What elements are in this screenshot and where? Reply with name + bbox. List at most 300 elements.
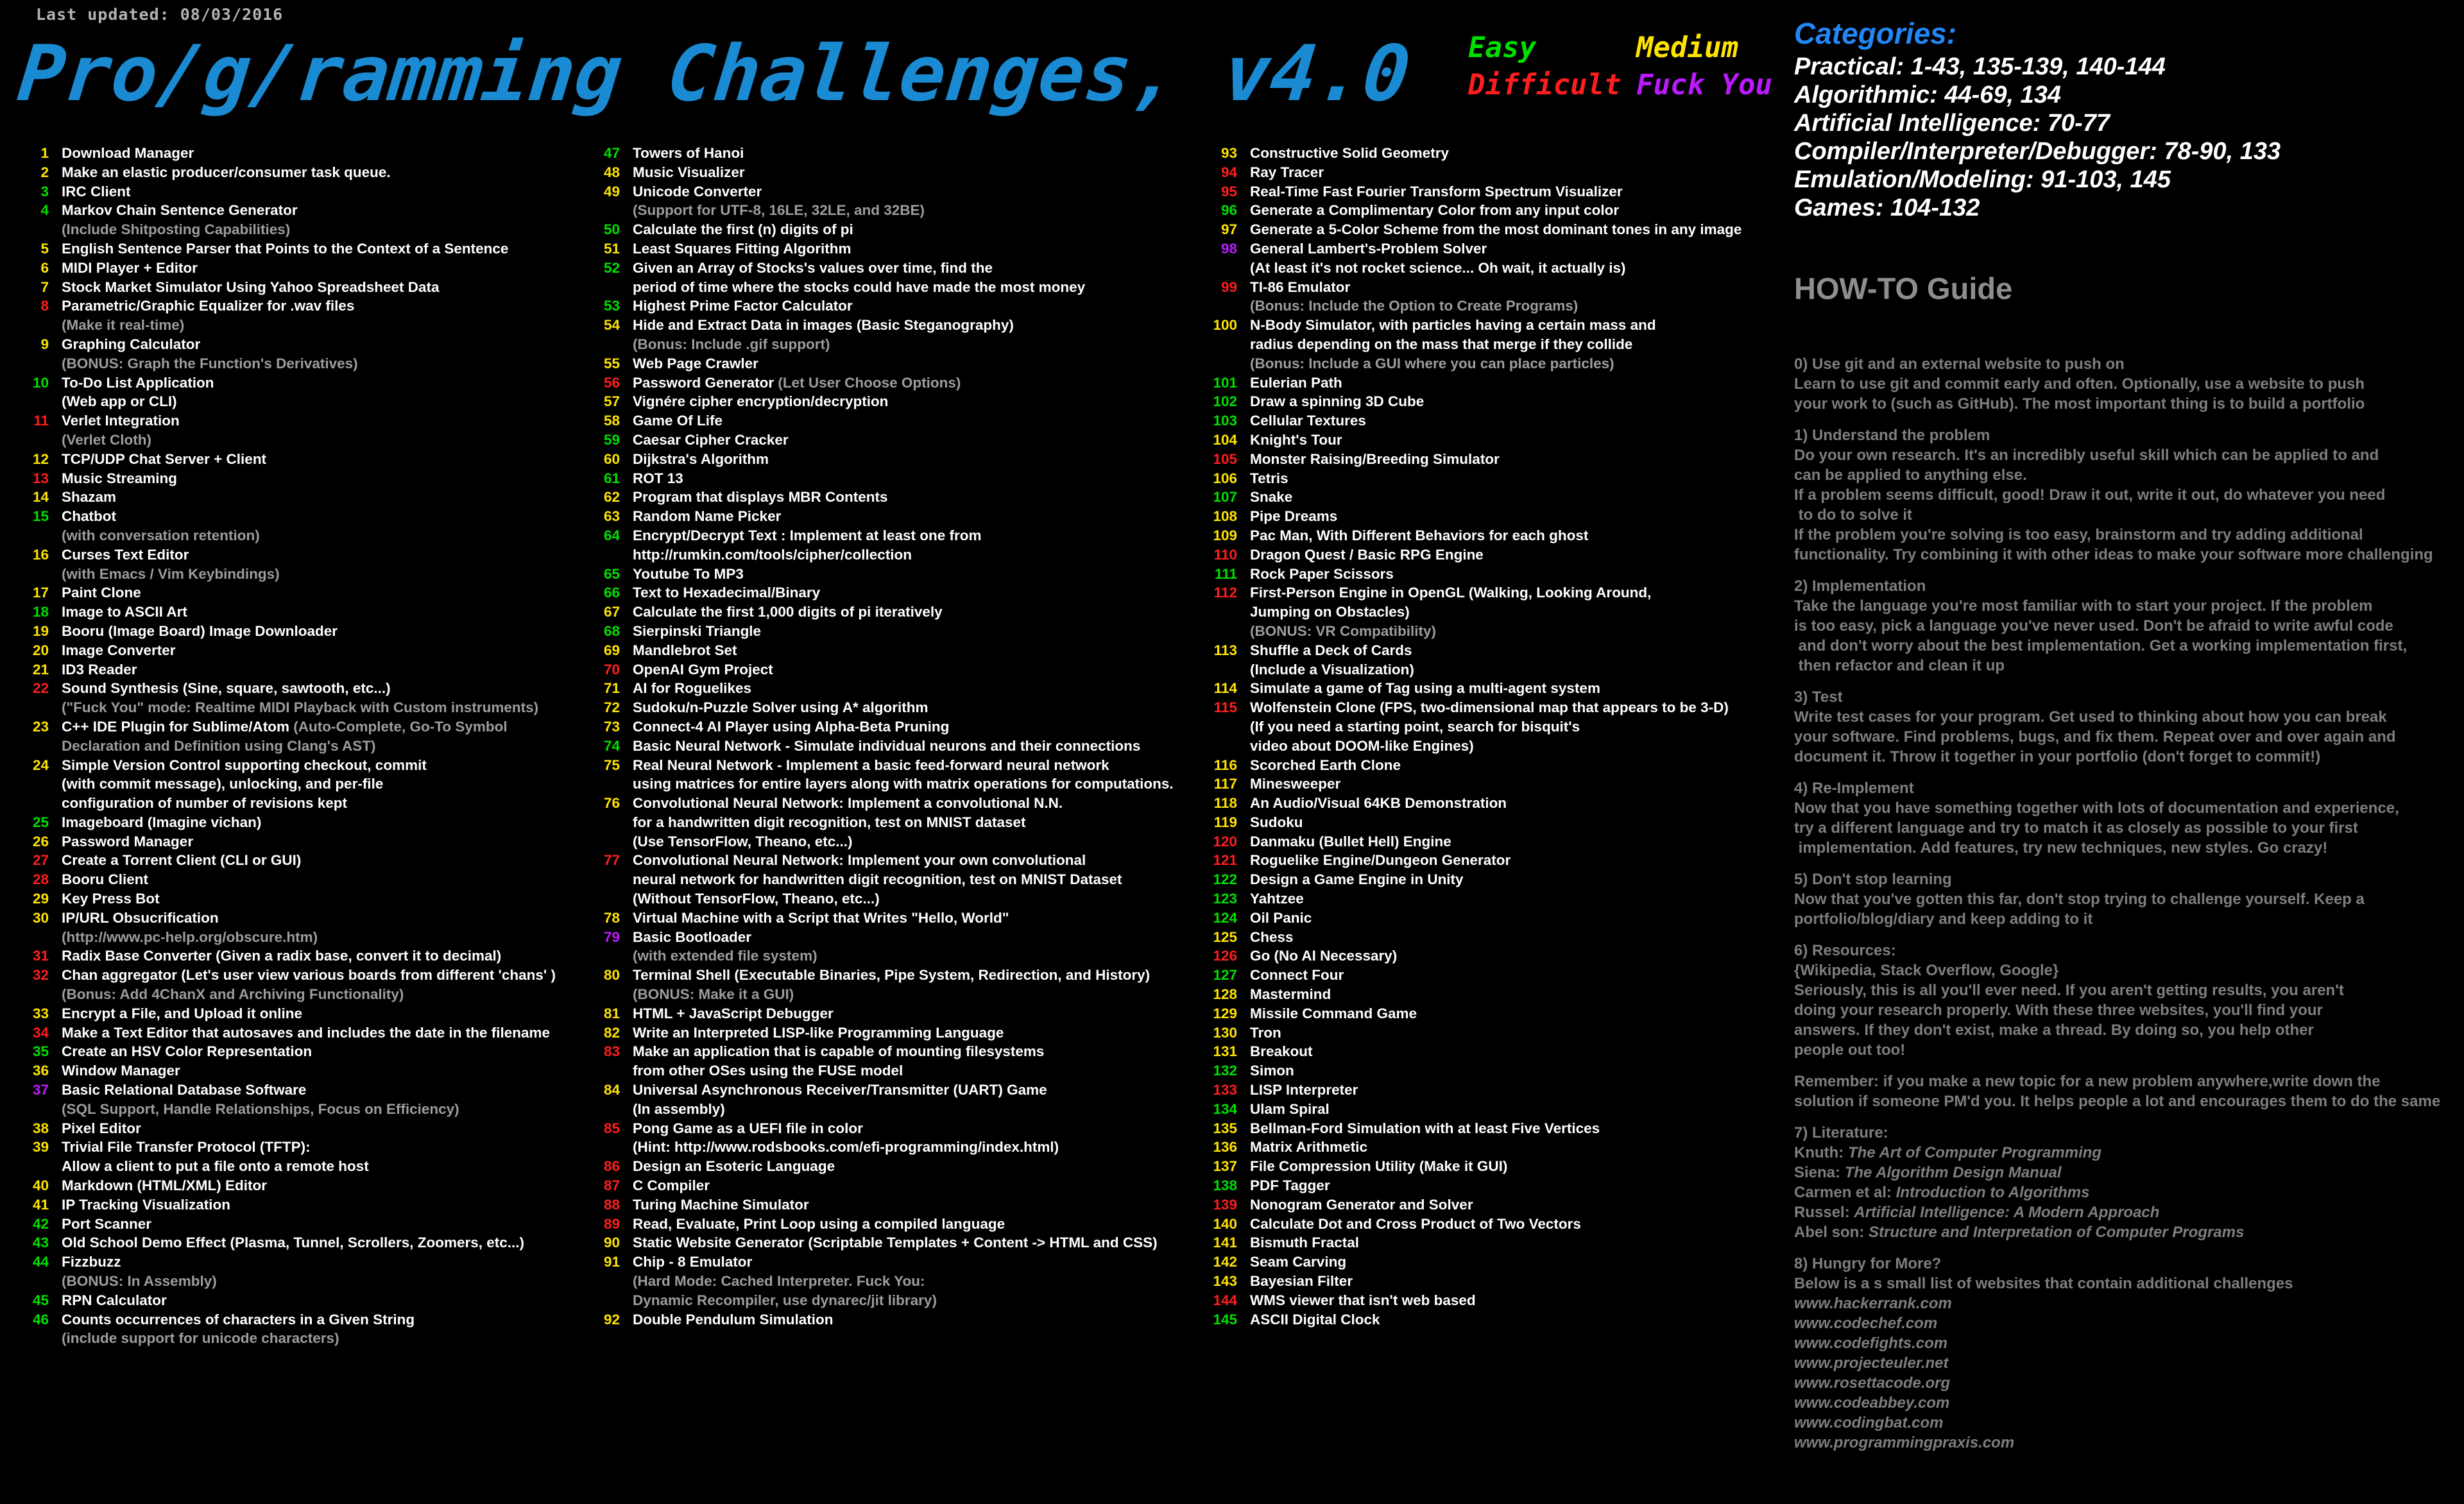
challenge-number: 3 [40,183,49,200]
challenge-item-continuation [1188,717,1741,737]
challenge-item-continuation [18,392,556,411]
howto-block [1794,687,2440,767]
challenge-item [589,163,1174,182]
challenge-label: Mandlebrot Set [633,642,737,658]
challenge-text [1250,507,1337,526]
challenge-column-2 [589,144,1174,1329]
challenge-label: period of time where the stocks could have made the most money [633,278,1086,295]
challenge-number: 31 [32,948,49,964]
challenge-number: 107 [1213,489,1237,506]
challenge-text [62,354,358,373]
challenge-number: 9 [40,336,49,352]
challenge-item [1188,392,1741,411]
challenge-item-continuation [18,1157,556,1176]
challenge-label: Music Visualizer [633,164,745,180]
challenge-number: 42 [32,1215,49,1232]
challenge-number: 56 [603,374,620,391]
challenge-note: (with conversation retention) [62,527,260,543]
difficulty-legend [1468,33,1772,100]
challenge-number: 26 [32,833,49,850]
challenge-text [1250,296,1578,316]
challenge-item-continuation [589,201,1174,220]
literature-author: Carmen et al: [1794,1184,1896,1201]
howto-line: document it. Throw it together in your portfolio (don't forget to commit!) [1794,748,2321,765]
challenge-text [633,946,817,966]
challenge-text [633,144,744,163]
challenge-label: Make an application that is capable of mounting filesystems [633,1043,1045,1060]
howto-block [1794,1072,2440,1111]
challenge-item [18,660,556,679]
challenge-number: 73 [603,718,620,735]
categories-panel [1794,17,2280,222]
challenge-number: 25 [32,814,49,830]
challenge-number [589,1138,620,1157]
challenge-number [18,928,49,947]
category-line: Artificial Intelligence: 70-77 [1794,110,2110,137]
challenge-item [589,622,1174,641]
challenge-label: Sierpinski Triangle [633,622,762,639]
challenge-number [589,201,620,220]
challenge-number: 116 [1213,756,1237,773]
challenge-text [62,259,198,278]
challenge-label: Password Generator [633,374,778,391]
challenge-label: Highest Prime Factor Calculator [633,298,853,314]
challenge-item [18,239,556,259]
challenge-number [1188,622,1237,641]
challenge-label: PDF Tagger [1250,1177,1330,1194]
challenge-text [62,1215,151,1234]
challenge-number: 2 [40,164,49,180]
challenge-label: Ray Tracer [1250,164,1324,180]
challenge-item [18,1023,556,1043]
howto-line: answers. If they don't exist, make a thread. By doing so, you help other [1794,1021,2314,1039]
challenge-number: 121 [1213,852,1237,869]
challenge-label: Unicode Converter [633,183,762,200]
challenge-text [62,1233,524,1252]
challenge-text [62,450,266,469]
challenge-number: 82 [603,1024,620,1041]
challenge-label: Danmaku (Bullet Hell) Engine [1250,833,1451,850]
challenge-item [1188,1310,1741,1329]
challenge-text [633,698,928,717]
challenge-text [633,1291,937,1310]
challenge-number: 117 [1213,776,1237,792]
challenge-number: 58 [603,413,620,429]
challenge-number: 45 [32,1292,49,1308]
challenge-number [589,1100,620,1119]
challenge-text [62,545,189,565]
challenge-label: Snake [1250,489,1293,506]
challenge-text [1250,851,1510,870]
challenge-item [1188,813,1741,832]
website-link: www.hackerrank.com [1794,1295,1952,1312]
challenge-text [633,774,1174,794]
challenge-item [1188,679,1741,698]
challenge-label: Random Name Picker [633,508,782,525]
challenge-item [18,870,556,889]
challenge-label: Make a Text Editor that autosaves and includes the date in the filename [62,1024,551,1041]
challenge-label: Convolutional Neural Network: Implement a convolutional N.N. [633,795,1063,812]
howto-line: doing your research properly. With these three websites, you'll find your [1794,1002,2323,1019]
challenge-number: 102 [1213,393,1237,410]
challenge-number [589,1272,620,1291]
literature-title: The Algorithm Design Manual [1844,1164,2062,1181]
category-line: Algorithmic: 44-69, 134 [1794,81,2062,108]
challenge-item [589,1042,1174,1061]
challenge-text [62,1157,369,1176]
challenge-number [589,545,620,565]
howto-line: Seriously, this is all you'll ever need. If you aren't getting results, you aren't [1794,982,2344,999]
challenge-item-continuation [589,832,1174,851]
challenge-item [18,1138,556,1157]
challenge-number: 123 [1213,891,1237,907]
challenge-item [1188,1100,1741,1119]
challenge-number [18,794,49,813]
challenge-number: 14 [32,489,49,506]
challenge-label: for a handwritten digit recognition, test on MNIST dataset [633,814,1026,830]
challenge-number: 51 [603,240,620,257]
challenge-label: Program that displays MBR Contents [633,489,888,506]
challenge-number [18,316,49,335]
challenge-text [1250,737,1474,756]
challenge-number [589,946,620,966]
challenge-label: Yahtzee [1250,891,1304,907]
challenge-column-1 [18,144,556,1348]
challenge-note: (Bonus: Include the Option to Create Programs) [1250,298,1579,314]
challenge-number [18,1272,49,1291]
challenge-label: Shazam [62,489,117,506]
category-line: Compiler/Interpreter/Debugger: 78-90, 133 [1794,138,2281,165]
challenge-number: 114 [1213,680,1237,697]
challenge-text [633,1272,925,1291]
challenge-item [1188,431,1741,450]
challenge-label: Pac Man, With Different Behaviors for each ghost [1250,527,1589,543]
challenge-number: 144 [1213,1292,1237,1308]
challenge-number: 77 [603,852,620,869]
last-updated-label: Last updated: 08/03/2016 [36,5,284,24]
challenge-item [1188,565,1741,584]
challenge-note: (Bonus: Include a GUI where you can place particles) [1250,355,1614,372]
challenge-number [1188,354,1237,373]
challenge-label: Knight's Tour [1250,431,1342,448]
challenge-label: Convolutional Neural Network: Implement your own convolutional [633,852,1086,869]
challenge-label: Web Page Crawler [633,355,758,372]
challenge-number: 68 [603,622,620,639]
challenge-number: 109 [1213,527,1237,543]
challenge-number: 133 [1213,1082,1237,1098]
challenge-item-continuation [18,737,556,756]
challenge-item [1188,239,1741,259]
challenge-number [589,278,620,297]
challenge-text [633,411,723,431]
challenge-item [1188,1215,1741,1234]
howto-line: functionality. Try combining it with other ideas to make your software more challenging [1794,546,2433,563]
website-link: www.codeabbey.com [1794,1394,1950,1412]
challenge-number: 129 [1213,1005,1237,1021]
challenge-label: IP/URL Obsucrification [62,909,219,926]
challenge-label: Stock Market Simulator Using Yahoo Spreadsheet Data [62,278,440,295]
challenge-item [1188,1233,1741,1252]
challenge-label: Sudoku [1250,814,1303,830]
challenge-item [1188,909,1741,928]
challenge-item [18,1291,556,1310]
challenge-label: (Use TensorFlow, Theano, etc...) [633,833,853,850]
challenge-item [1188,507,1741,526]
challenge-item [589,909,1174,928]
howto-line: is too easy, pick a language you've never used. Don't be afraid to write awful code [1794,617,2393,635]
challenge-text [62,851,301,870]
challenge-text [1250,870,1464,889]
challenge-label: http://rumkin.com/tools/cipher/collection [633,546,912,563]
challenge-number: 71 [603,680,620,697]
challenge-item [1188,756,1741,775]
challenge-item [18,545,556,565]
challenge-label: Write an Interpreted LISP-like Programming Language [633,1024,1004,1041]
literature-entry [1794,1183,2440,1202]
challenge-number [18,985,49,1004]
challenge-item [1188,278,1741,297]
challenge-item-continuation [589,1061,1174,1081]
challenge-item [18,411,556,431]
challenge-item [1188,583,1741,602]
challenge-text [62,641,176,660]
challenge-label: (At least it's not rocket science... Oh wait, it actually is) [1250,259,1626,276]
challenge-number: 125 [1213,928,1237,945]
challenge-label: Read, Evaluate, Print Loop using a compiled language [633,1215,1005,1232]
challenge-number: 61 [603,470,620,486]
challenge-label: Static Website Generator (Scriptable Templates + Content -> HTML and CSS) [633,1235,1158,1251]
challenge-text [1250,774,1340,794]
challenge-number [1188,259,1237,278]
challenge-label: General Lambert's-Problem Solver [1250,240,1487,257]
challenge-item [589,431,1174,450]
challenge-label: Sound Synthesis (Sine, square, sawtooth, etc...) [62,680,391,697]
challenge-text [62,717,508,737]
challenge-number: 95 [1220,183,1237,200]
challenge-note: (Hard Mode: Cached Interpreter. Fuck You: [633,1273,925,1290]
challenge-item [1188,316,1741,335]
challenge-item [18,813,556,832]
challenge-text [62,335,200,354]
challenge-label: Image Converter [62,642,176,658]
challenge-number: 76 [603,795,620,812]
challenge-number: 65 [603,565,620,582]
legend-item-difficult: Difficult [1468,69,1621,101]
challenge-number: 18 [32,604,49,620]
challenge-item [1188,545,1741,565]
challenge-label: TCP/UDP Chat Server + Client [62,450,267,467]
challenge-item [1188,794,1741,813]
challenge-item-continuation [589,278,1174,297]
challenge-number: 128 [1213,986,1237,1003]
howto-line: Learn to use git and commit early and often. Optionally, use a website to push [1794,375,2365,393]
challenge-number: 115 [1213,699,1237,716]
challenge-text [1250,392,1424,411]
challenge-item [589,488,1174,507]
challenge-number: 127 [1213,967,1237,984]
challenge-label: Fizzbuzz [62,1254,121,1270]
challenge-item [18,296,556,316]
challenge-text [1250,182,1623,201]
challenge-number: 145 [1213,1311,1237,1328]
challenge-label: radius depending on the mass that merge if they collide [1250,336,1633,352]
challenge-text [1250,1081,1358,1100]
challenge-number [589,889,620,909]
challenge-number: 52 [603,259,620,276]
challenge-item [1188,526,1741,545]
challenge-number: 19 [32,622,49,639]
challenge-number: 48 [603,164,620,180]
howto-body [1794,354,2440,1453]
howto-line: Remember: if you make a new topic for a new problem anywhere,write down the [1794,1073,2381,1090]
challenge-text [633,1042,1044,1061]
challenge-number: 38 [32,1120,49,1136]
challenge-number: 28 [32,871,49,888]
challenge-note: (Make it real-time) [62,317,185,334]
challenge-text [1250,641,1412,660]
challenge-item [1188,163,1741,182]
challenge-label: Paint Clone [62,585,141,601]
challenge-text [62,737,376,756]
website-link: www.rosettacode.org [1794,1374,1951,1392]
challenge-item [1188,220,1741,239]
challenge-label: Basic Relational Database Software [62,1082,307,1098]
challenge-item [18,851,556,870]
challenge-number: 39 [32,1139,49,1156]
challenge-number: 4 [40,202,49,219]
challenge-label: Radix Base Converter (Given a radix base, convert it to decimal) [62,948,502,964]
challenge-number [1188,602,1237,622]
challenge-label: Pixel Editor [62,1120,141,1136]
challenge-text [1250,1100,1330,1119]
challenge-item [18,832,556,851]
challenge-item [589,259,1174,278]
challenge-item-continuation [589,545,1174,565]
challenge-item [18,335,556,354]
challenge-number: 53 [603,298,620,314]
challenge-text [1250,717,1580,737]
challenge-number [589,1061,620,1081]
challenge-item [18,1061,556,1081]
challenge-item [589,1023,1174,1043]
challenge-item [589,1157,1174,1176]
website-link: www.codefights.com [1794,1335,1948,1352]
challenge-number: 96 [1220,202,1237,219]
challenge-text [62,602,187,622]
challenge-text [62,794,347,813]
challenge-text [1250,259,1626,278]
challenge-text [633,392,888,411]
challenge-number: 27 [32,852,49,869]
challenge-number [589,774,620,794]
howto-line: 2) Implementation [1794,577,1926,595]
challenge-note: (Include Shitposting Capabilities) [62,221,291,238]
challenge-item [18,679,556,698]
challenge-number [18,698,49,717]
challenge-text [1250,526,1588,545]
challenge-label: RPN Calculator [62,1292,167,1308]
challenge-label: Universal Asynchronous Receiver/Transmitter (UART) Game [633,1082,1047,1098]
challenge-item [18,373,556,393]
challenge-label: IRC Client [62,183,131,200]
challenge-item [1188,928,1741,947]
challenge-text [1250,1252,1346,1272]
challenge-label: configuration of number of revisions kept [62,795,348,812]
challenge-text [1250,946,1397,966]
challenge-text [633,794,1063,813]
challenge-number: 47 [603,145,620,161]
challenge-number: 134 [1213,1100,1237,1117]
challenge-text [633,622,761,641]
challenge-text [633,717,949,737]
challenge-text [1250,1119,1600,1138]
challenge-item-continuation [1188,737,1741,756]
challenge-number [1188,296,1237,316]
challenge-item [589,316,1174,335]
challenge-label: HTML + JavaScript Debugger [633,1005,834,1021]
challenge-item-continuation [18,928,556,947]
howto-line: Take the language you're most familiar with to start your project. If the problem [1794,597,2373,615]
challenge-text [633,469,683,488]
challenge-label: ROT 13 [633,470,683,486]
challenge-label: N-Body Simulator, with particles having a certain mass and [1250,317,1656,334]
challenge-number: 23 [32,718,49,735]
challenge-number: 32 [32,967,49,984]
challenge-label: Towers of Hanoi [633,145,744,161]
challenge-text [62,1061,180,1081]
challenge-item [1188,411,1741,431]
challenge-text [633,1081,1047,1100]
challenge-number: 22 [32,680,49,697]
challenge-note: Dynamic Recompiler, use dynarec/jit library) [633,1292,937,1308]
challenge-text [62,660,137,679]
challenge-text [1250,411,1366,431]
challenge-label: Caesar Cipher Cracker [633,431,789,448]
challenge-note: (BONUS: Make it a GUI) [633,986,794,1003]
challenge-number: 6 [40,259,49,276]
challenge-item [1188,1138,1741,1157]
challenge-number [18,431,49,450]
challenge-item [1188,985,1741,1004]
challenge-number: 136 [1213,1139,1237,1156]
challenge-label: Password Manager [62,833,194,850]
challenge-number: 86 [603,1158,620,1175]
challenge-label: Roguelike Engine/Dungeon Generator [1250,852,1511,869]
challenge-text [633,602,943,622]
challenge-text [62,507,116,526]
challenge-number: 138 [1213,1177,1237,1194]
challenge-number: 15 [32,508,49,525]
challenge-text [62,411,180,431]
challenge-number [18,354,49,373]
challenge-number [18,1157,49,1176]
challenge-label: Rock Paper Scissors [1250,565,1394,582]
challenge-number: 37 [32,1082,49,1098]
challenge-item [18,1081,556,1100]
challenge-number [18,737,49,756]
challenge-number: 21 [32,661,49,678]
challenge-number: 94 [1220,164,1237,180]
challenge-label: Allow a client to put a file onto a remote host [62,1158,369,1175]
challenge-text [1250,602,1410,622]
challenge-note: (Support for UTF-8, 16LE, 32LE, and 32BE) [633,202,925,219]
challenge-number: 49 [603,183,620,200]
challenge-text [62,679,391,698]
howto-line: your software. Find problems, bugs, and fix them. Repeat over and over again and [1794,728,2396,746]
challenge-item [18,966,556,985]
challenge-item [18,602,556,622]
challenge-number: 13 [32,470,49,486]
